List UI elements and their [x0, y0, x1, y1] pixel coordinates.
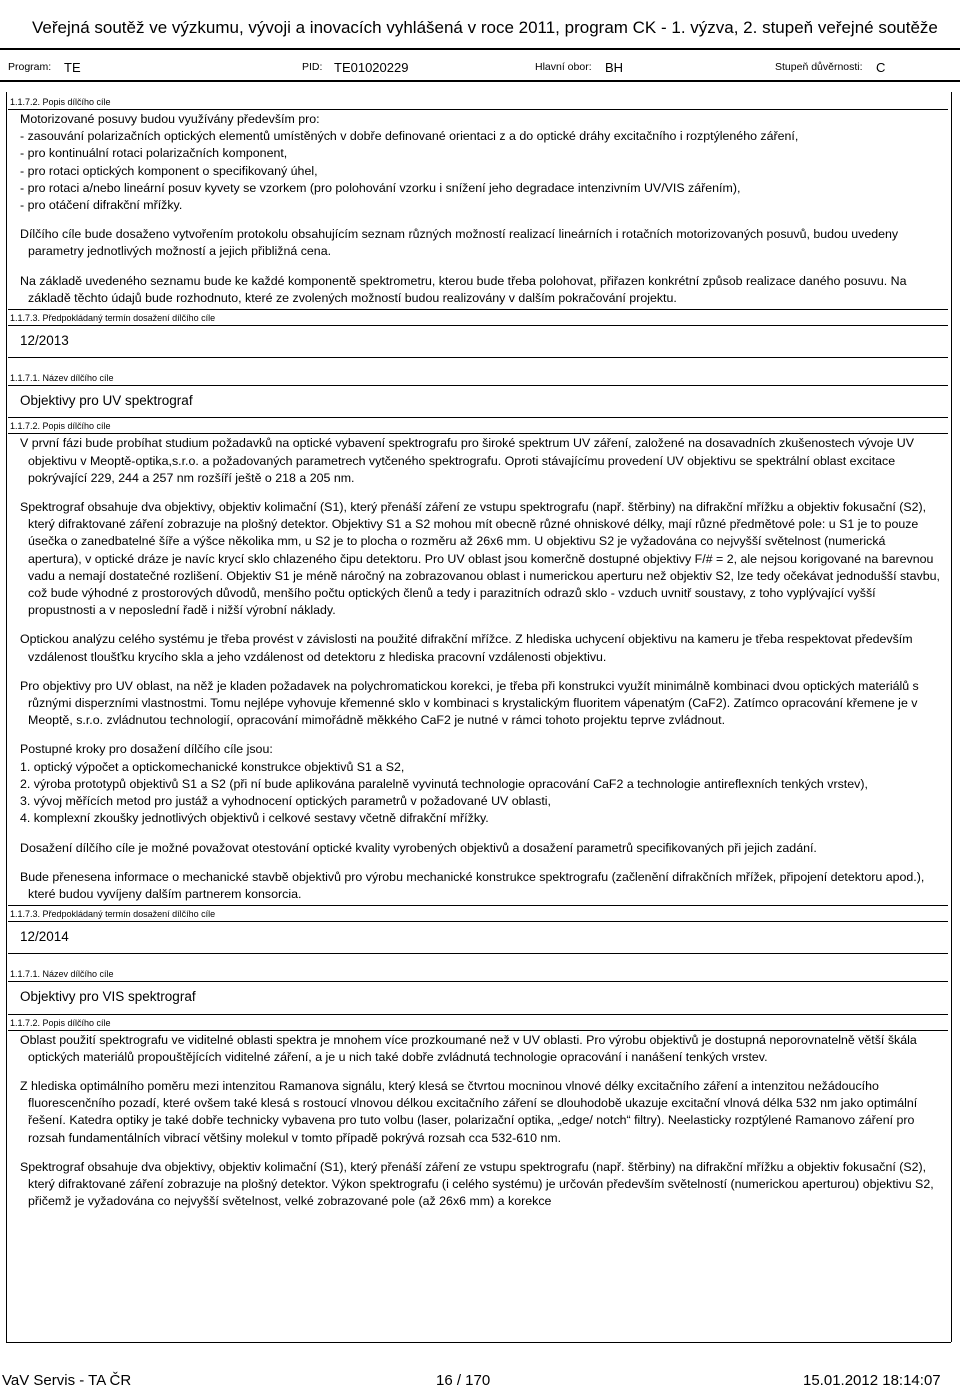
obor-label: Hlavní obor: [535, 61, 592, 73]
page-title: Veřejná soutěž ve výzkumu, vývoji a inovacích vyhlášená v roce 2011, program CK - 1. výzva, 2. stupeň veřejné soutěže [32, 18, 938, 37]
list-item: - pro rotaci optických komponent o specifikovaný úhel, [20, 163, 318, 178]
paragraph: Oblast použití spektrografu ve viditelné oblasti spektra je mnohem více prozkoumané než v UV oblasti. Pro výrobu objektivů je dostupná neporovnatelně větší škála optických materiálů propouštějících viditelné záření, a je u nich také dobře zvládnutá technologie opracování i nanášení tenkých vrstev. [20, 1032, 917, 1064]
goal-description-box [8, 433, 948, 906]
goal-name-value: Objektivy pro VIS spektrograf [8, 981, 948, 1014]
paragraph: Bude přenesena informace o mechanické stavbě objektivů pro výrobu mechanické konstrukce spektrografu (začlenění difrakčních mřížek, připojení detektoru apod.), které budou vyvíjeny dalším partnerem konsorcia. [20, 869, 925, 901]
paragraph: Pro objektivy pro UV oblast, na něž je kladen požadavek na polychromatickou korekci, je třeba při konstrukci využít minimálně kombinaci dvou optických materiálů s různými disperzními vlastnostmi. Tomu nejlépe vyhovuje křemenné sklo v kombinaci s krystalickým fluoritem vápenatým (CaF2). Zatímco opracování křemene je v Meoptě, s.r.o. zvládnutou technologií, opracování mimořádně měkkého CaF2 je nutné v rámci tohoto projektu teprve zvládnout. [20, 678, 919, 728]
goal-description-box [8, 109, 948, 310]
footer-datetime: 15.01.2012 18:14:07 [803, 1372, 941, 1389]
spacer [8, 954, 948, 966]
goal-list [20, 111, 942, 214]
section-label: 1.1.7.3. Předpokládaný termín dosažení dílčího cíle [10, 313, 216, 324]
section-label: 1.1.7.2. Popis dílčího cíle [10, 421, 111, 432]
deadline-value: 12/2013 [8, 325, 948, 358]
section-label: 1.1.7.3. Předpokládaný termín dosažení dílčího cíle [10, 909, 216, 920]
document-body [8, 94, 948, 1212]
duvernost-label: Stupeň důvěrnosti: [775, 61, 863, 73]
list-item: 4. komplexní zkoušky jednotlivých objektivů i celkové sestavy včetně difrakční mřížky. [20, 811, 489, 826]
paragraph: Z hlediska optimálního poměru mezi intenzitou Ramanova signálu, který klesá se čtvrtou mocninou vlnové délky excitačního záření a intenzitou nežádoucího fluorescenčního pozadí, které ovšem také klesá s rostoucí vlnovou délkou excitačního záření se dlouhodobě ukazuje excitační vlnová délka 532 nm jako optimální řešení. Katedra optiky je také dobře technicky vybavena pro tuto volbu (laser, polarizační optika, „edge/ notch“ filtry). Neelasticky rozptýlené Ramanovo záření pro rozsah fundamentálních vibrací většiny molekul v tomto případě pokrývá rozsah cca 532-610 nm. [20, 1078, 918, 1145]
metadata-bar [0, 56, 960, 78]
section-label: 1.1.7.1. Název dílčího cíle [10, 969, 114, 980]
section-label: 1.1.7.2. Popis dílčího cíle [10, 1017, 111, 1028]
spacer [8, 358, 948, 370]
pid-value: TE01020229 [334, 60, 409, 75]
goal-description-box [8, 1030, 948, 1213]
paragraph: Spektrograf obsahuje dva objektivy, objektiv kolimační (S1), který přenáší záření ze vstupu spektrografu (např. štěrbiny) na difrakční mřížku a objektiv fokusační (S2), který difraktované záření zobrazuje na plošný detektor. Objektivy S1 a S2 mohou mít obecně různé ohniskové délky, mají různé předmětové pole: u S1 je to pouze úsečka o zanedbatelné šíře a výšce několika mm, u S2 je to plocha o rozměru až 26x6 mm. U objektivu S2 je vyžadována co nejvyšší světelnost (numerická apertura), v optické dráze je navíc krycí sklo chlazeného čipu detektoru. Pro UV oblast jsou komerčně dostupné objektivy F/# = 2, ale nejsou korigované na barevnou vadu a nemají dostatečné rozlišení. Objektiv S1 je méně náročný na zobrazovanou oblast i numerickou aperturu než objektiv S2, lze tedy očekávat jednodušší stavbu, což bude výhodné z prostorových důvodů, menšího počtu optických členů a tedy i parazitních odrazů sklo - vzduch uvnitř soustavy, z toho vyplývající vyšší propustnosti a v neposlední řadě i nižší výrobní náklady. [20, 500, 940, 618]
header-rule-top [0, 48, 960, 50]
list-item: Postupné kroky pro dosažení dílčího cíle jsou: [20, 742, 273, 757]
list-item: 1. optický výpočet a optickomechanické konstrukce objektivů S1 a S2, [20, 759, 405, 774]
content-bottom-rule [6, 1342, 951, 1343]
page-footer [0, 1372, 960, 1390]
deadline-value: 12/2014 [8, 921, 948, 954]
paragraph: Na základě uvedeného seznamu bude ke každé komponentě spektrometru, kterou bude třeba polohovat, přiřazen konkrétní způsob realizace daného posuvu. Na základě těchto údajů bude rozhodnuto, které ze zvolených možností budou realizovány v dalším pokračování projektu. [20, 273, 907, 305]
paragraph: V první fázi bude probíhat studium požadavků na optické vybavení spektrografu pro široké spektrum UV záření, založené na dosavadních zkušenostech vývoje UV objektivu v Meoptě-optika,s.r.o. a požadovaných parametrech vytčeného spektrografu. Oproti stávajícímu provedení UV objektivu se spektrální oblast excitace pokrývající 229, 244 a 257 nm rozšíří ještě o 218 a 205 nm. [20, 436, 914, 485]
obor-value: BH [605, 60, 624, 75]
list-item: - pro rotaci a/nebo lineární posuv kyvety se vzorkem (pro polohování vzorku i snížení jeho degradace intenzivním UV/VIS zářením), [20, 180, 741, 195]
page-number: 16 / 170 [436, 1372, 491, 1389]
list-item: 2. výroba prototypů objektivů S1 a S2 (při ní bude aplikována paralelně vyvinutá technologie opracování CaF2 a technologie antireflexních tenkých vrstev), [20, 776, 868, 791]
paragraph: Dílčího cíle bude dosaženo vytvořením protokolu obsahujícím seznam různých možností realizací lineárních i rotačních motorizovaných posuvů, budou uvedeny parametry jednotlivých možností a jejich přibližná cena. [20, 227, 899, 259]
list-item: - zasouvání polarizačních optických elementů umístěných v dobře definované orientaci z a do optické dráhy excitačního i rozptýleného záření, [20, 129, 799, 144]
goal-name-value: Objektivy pro UV spektrograf [8, 385, 948, 418]
duvernost-value: C [876, 60, 886, 75]
list-item: Motorizované posuvy budou využívány především pro: [20, 112, 320, 126]
list-item: - pro kontinuální rotaci polarizačních komponent, [20, 146, 288, 161]
program-value: TE [64, 60, 81, 75]
steps-list [20, 741, 942, 827]
paragraph: Dosažení dílčího cíle je možné považovat otestování optické kvality vyrobených objektivů a dosažení parametrů specifikovaných při jejich zadání. [20, 840, 817, 855]
program-label: Program: [8, 61, 52, 73]
paragraph: Spektrograf obsahuje dva objektivy, objektiv kolimační (S1), který přenáší záření ze vstupu spektrografu (např. štěrbiny) na difrakční mřížku a objektiv fokusační (S2), který difraktované záření zobrazuje na plošný detektor. Výkon spektrografu (i celého systému) je určován především světelností (numerickou aperturou) objektivu S2, přičemž je vyžadována co nejvyšší světelnost, velké zobrazované pole (až 26x6 mm) a korekce [20, 1159, 934, 1209]
pid-label: PID: [302, 61, 323, 73]
section-label: 1.1.7.1. Název dílčího cíle [10, 373, 114, 384]
paragraph: Optickou analýzu celého systému je třeba provést v závislosti na použité difrakční mřížce. Z hlediska uchycení objektivu na kameru je třeba respektovat především vzdálenost tloušťku krycího skla a jeho vzdálenost od detektoru z hlediska pracovní vzdálenosti objektivu. [20, 632, 913, 664]
list-item: - pro otáčení difrakční mřížky. [20, 198, 183, 213]
section-label: 1.1.7.2. Popis dílčího cíle [10, 97, 111, 107]
header-rule-bottom [0, 80, 960, 82]
list-item: 3. vývoj měřících metod pro justáž a vyhodnocení optických parametrů v požadované UV oblasti, [20, 794, 552, 809]
footer-source: VaV Servis - TA ČR [2, 1372, 132, 1389]
